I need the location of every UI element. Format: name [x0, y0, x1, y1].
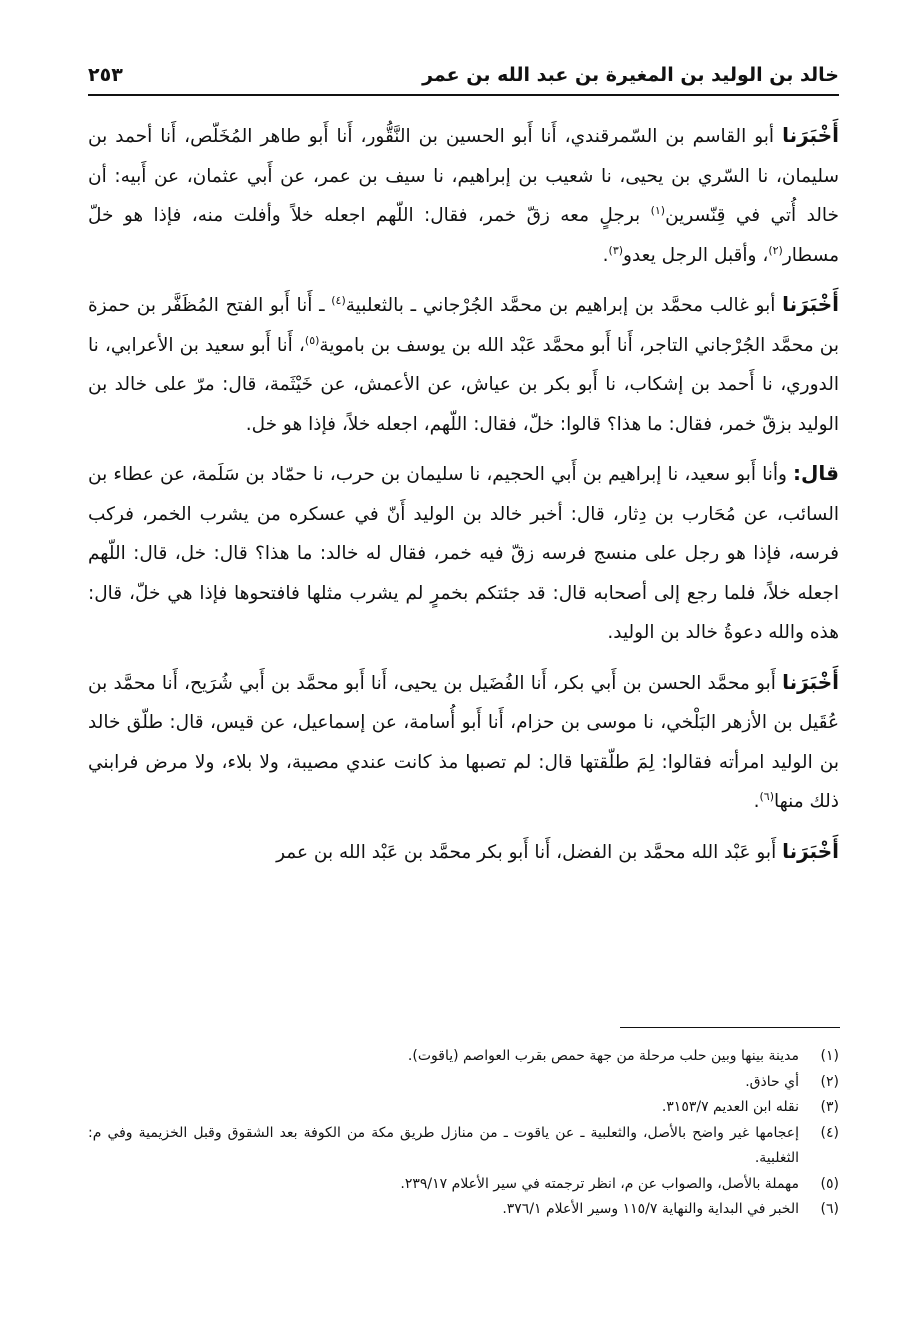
- paragraph: [88, 116, 839, 275]
- footnote-text: أي حاذق.: [745, 1073, 799, 1090]
- paragraph: [88, 663, 839, 822]
- paragraph-text: أبو القاسم بن السّمرقندي، أَنا أَبو الحسين بن النَّقُّور، أَنا أَبو طاهر المُخَلّص، أَنا أحمد بن سليمان، نا السّري بن يحيى، نا شعيب بن إبراهيم، نا سيف بن عمر، عن أَبي عثمان، عن أَبيه: أن خالد أُتي في قِنّسرين: [88, 126, 839, 226]
- paragraph-lead: أَخْبَرَنا: [782, 123, 839, 147]
- footnote: [88, 1095, 839, 1121]
- paragraph-text: أبو غالب محمَّد بن إبراهيم بن محمَّد الجُرْجاني ـ بالثعلبية: [345, 295, 783, 316]
- paragraph-text: .: [602, 244, 609, 266]
- footnote-ref: (١): [650, 203, 666, 217]
- footnote: [88, 1172, 839, 1198]
- footnote-text: نقله ابن العديم ٣١٥٣/٧.: [661, 1099, 799, 1115]
- footnotes: [88, 1044, 839, 1223]
- footnote-ref: (٥): [304, 333, 320, 347]
- paragraph-text: أَبو محمَّد الحسن بن أَبي بكر، أَنا الفُضَيل بن يحيى، أَنا أَبو محمَّد بن أَبي شُرَيح، أَنا محمَّد بن عُقَيل بن الأزهر البَلْخي، نا موسى بن حزام، أَنا أَبو أُسامة، عن إسماعيل، عن قيس، قال: طلّق خالد بن الوليد امرأته فقالوا: لِمَ طلّقتها قال: لم تصبها مذ كانت عندي مصيبة، ولا بلاء، ولا مرض فرابني ذلك منها: [88, 672, 839, 812]
- footnote-text: مهملة بالأصل، والصواب عن م، انظر ترجمته في سير الأعلام ٢٣٩/١٧.: [400, 1175, 799, 1192]
- footnote-ref: (٣): [608, 243, 624, 257]
- footnote-text: مدينة بينها وبين حلب مرحلة من جهة حمص بقرب العواصم (ياقوت).: [407, 1048, 799, 1064]
- paragraph-text: ، وأقبل الرجل يعدو: [623, 244, 769, 266]
- paragraph-lead: أَخْبَرَنا: [782, 292, 840, 316]
- footnote: [88, 1044, 839, 1070]
- running-title: خالد بن الوليد بن المغيرة بن عبد الله بن عمر: [422, 64, 839, 86]
- paragraph: [88, 454, 839, 653]
- footnote: [88, 1197, 839, 1223]
- paragraph-lead: أَخْبَرَنا: [782, 838, 839, 863]
- paragraph-text: برجلٍ معه زقّ خمر، فقال: اللّهم اجعله خلاً وأفلت منه، فإذا هو خلّ مسطار: [88, 205, 839, 266]
- footnote-text: الخبر في البداية والنهاية ١١٥/٧ وسير الأعلام ٣٧٦/١.: [502, 1201, 799, 1217]
- paragraph-text: ـ أَنا أَبو الفتح المُظَفَّر بن حمزة بن محمَّد الجُرْجاني التاجر، أَنا أَبو محمَّد عَبْد الله بن يوسف بن باموية: [88, 295, 839, 356]
- footnote-number: (٥): [820, 1175, 839, 1192]
- footnote-divider: [620, 1027, 840, 1028]
- footnote-ref: (٢): [768, 243, 783, 257]
- footnote-number: (٤): [820, 1124, 839, 1141]
- paragraph-lead: قال:: [793, 461, 839, 485]
- paragraph: [88, 832, 839, 873]
- paragraph-text: .: [753, 791, 760, 812]
- footnote: [88, 1070, 839, 1096]
- footnote-number: (٢): [820, 1073, 839, 1090]
- paragraph-text: ، أَنا أَبو سعيد بن الأعرابي، نا الدوري، نا أَحمد بن إشكاب، نا أَبو بكر بن عياش، عن الأعمش، عن خَيْثَمة، قال: مرّ على خالد بن الوليد بزقّ خمر، فقال: ما هذا؟ قالوا: خلّ، فقال: اللّهم، اجعله خلاً، فإذا هو خل.: [88, 334, 839, 435]
- footnote-number: (٦): [820, 1201, 839, 1217]
- footnote-number: (٣): [820, 1099, 839, 1115]
- footnote-ref: (٦): [759, 789, 774, 803]
- footnote-text: إعجامها غير واضح بالأصل، والثعلبية ـ عن ياقوت ـ من منازل طريق مكة من الكوفة بعد الشقوق وقبل الخزيمية وفي م: الثغلبية.: [88, 1124, 799, 1166]
- paragraph-text: أَبو عَبْد الله محمَّد بن الفضل، أَنا أَبو بكر محمَّد بن عَبْد الله بن عمر: [276, 841, 783, 863]
- page-number: ٢٥٣: [88, 64, 123, 86]
- footnote-number: (١): [820, 1048, 839, 1064]
- footnote-ref: (٤): [331, 293, 346, 307]
- paragraph-lead: أَخْبَرَنا: [782, 669, 839, 694]
- paragraph: [88, 285, 839, 444]
- page-header: [88, 54, 839, 96]
- main-text: [88, 116, 839, 882]
- footnote: [88, 1121, 839, 1172]
- paragraph-text: وأنا أَبو سعيد، نا إبراهيم بن أَبي الحجيم، نا سليمان بن حرب، نا حمّاد بن سَلَمة، عن عطاء بن السائب، عن مُحَارب بن دِثار، قال: أخبر خالد بن الوليد أَنّ في عسكره من يشرب الخمر، فركب فرسه، فإذا هو رجل على منسج فرسه زقّ فيه خمر، فقال له خالد: ما هذا؟ قال: خل، قال: اللّهم اجعله خلاً، فلما رجع إلى أصحابه قال: قد جئتكم بخمرٍ لم يشرب مثلها فافتحوها فإذا هي خلّ، قال: هذه والله دعوةُ خالد بن الوليد.: [88, 464, 839, 643]
